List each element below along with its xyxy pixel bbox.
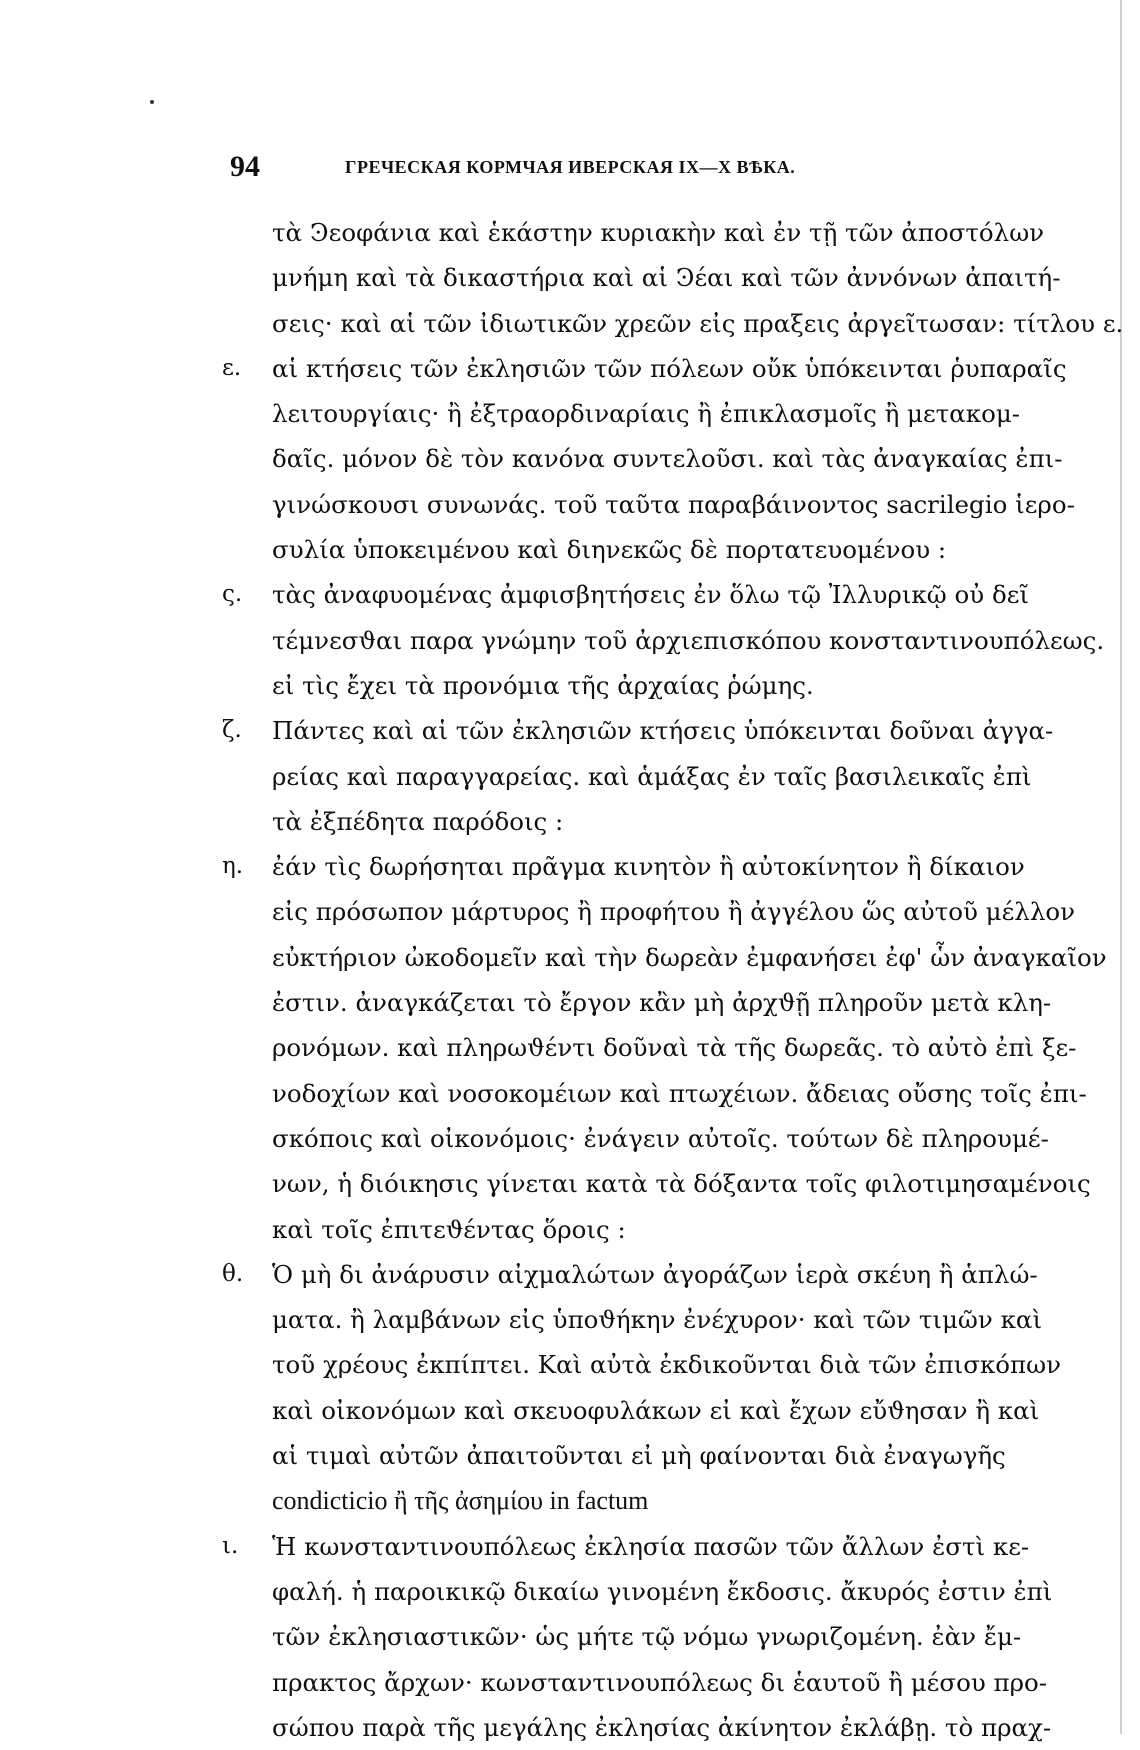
text-line [222, 346, 1067, 391]
line-text: τέμνεσϑαι παρα γνώμην τοῦ ἀρχιεπισκόπου κονσταντινουπόλεως. [272, 625, 1105, 655]
text-line [272, 663, 1042, 708]
text-line [272, 1025, 1077, 1070]
text-line [222, 844, 1042, 889]
line-text: ματα. ἢ λαμβάνων εἰς ὑποϑήκην ἐνέχυρον· καὶ τῶν τιμῶν καὶ [272, 1305, 1043, 1335]
page-number: 94 [230, 150, 260, 183]
text-line [272, 1071, 1087, 1116]
text-line [272, 301, 1124, 346]
running-title: ГРЕЧЕСКАЯ КОРМЧАЯ ИВЕРСКАЯ IX—X ВѢКА. [345, 157, 796, 177]
line-text: Ἡ κωνσταντινουπόλεως ἐκλησία πασῶν τῶν ἄλλων ἐστὶ κε- [272, 1531, 1030, 1561]
text-line [272, 889, 1075, 934]
text-line [272, 1388, 1042, 1433]
line-text: τῶν ἐκλησιαστικῶν· ὡς μήτε τῷ νόμω γνωριζομένη. ἐὰν ἔμ- [272, 1622, 1022, 1652]
text-line [272, 618, 1105, 663]
line-text: καὶ οἰκονόμων καὶ σκευοφυλάκων εἰ καὶ ἔχων εὔϑησαν ἢ καὶ [272, 1395, 1040, 1425]
line-text: δαῖς. μόνον δὲ τὸν κανόνα συντελοῦσι. καὶ τὰς ἀναγκαίας ἐπι- [272, 444, 1063, 474]
line-text: εὐκτήριον ὠκοδομεῖν καὶ τὴν δωρεὰν ἐμφανήσει ἐφ' ὧν ἀναγκαῖον [272, 942, 1107, 972]
line-text: ρονόμων. καὶ πληρωϑέντι δοῦναὶ τὰ τῆς δωρεᾶς. τὸ αὐτὸ ἐπὶ ξε- [272, 1033, 1077, 1063]
text-line [272, 1297, 1042, 1342]
text-line [272, 1433, 1042, 1478]
text-line [272, 1207, 1042, 1252]
line-text: ἐστιν. ἀναγκάζεται τὸ ἔργον κἂν μὴ ἀρχϑῇ πληροῦν μετὰ κλη- [272, 988, 1052, 1018]
text-line [272, 210, 1045, 255]
line-text: τὰ ἐξπέδητα παρόδοις : [272, 806, 564, 836]
line-text: τὰ Ͽεοφάνια καὶ ἑκάστην κυριακὴν καὶ ἐν τῇ τῶν ἀποστόλων [272, 218, 1045, 247]
text-line [272, 391, 1042, 436]
text-line [222, 708, 1054, 753]
line-text: λειτουργίαις· ἢ ἐξτραορδιναρίαις ἢ ἐπικλασμοῖς ἢ μετακομ- [272, 399, 1021, 429]
text-line [272, 1342, 1062, 1387]
line-text: Ὁ μὴ δι ἀνάρυσιν αἰχμαλώτων ἀγοράζων ἱερὰ σκέυη ἢ ἁπλώ- [272, 1259, 1038, 1289]
text-line [272, 1569, 1053, 1614]
line-text: αἱ τιμαὶ αὐτῶν ἀπαιτοῦνται εἰ μὴ φαίνονται διὰ ἐναγωγῆς [272, 1441, 1006, 1471]
line-text: εἰ τὶς ἔχει τὰ προνόμια τῆς ἀρχαίας ῥώμης. [272, 670, 814, 700]
scan-edge-line [1120, 0, 1122, 1734]
line-text: πρακτος ἄρχων· κωνσταντινουπόλεως δι ἑαυτοῦ ἢ μέσου προ- [272, 1667, 1048, 1697]
line-text: γινώσκουσι συνωνάς. τοῦ ταῦτα παραβάινοντος sacrilegio ἱερο- [272, 489, 1075, 519]
text-line [272, 799, 1042, 844]
line-text: τὰς ἀναφυομένας ἀμφισβητήσεις ἐν ὅλω τῷ Ἰλλυρικῷ οὐ δεῖ [272, 580, 1029, 610]
section-numeral: ε. [222, 354, 242, 381]
line-text: νοδοχίων καὶ νοσοκομέιων καὶ πτωχέιων. ἄδειας οὔσης τοῖς ἐπι- [272, 1078, 1087, 1108]
section-numeral: ι. [222, 1532, 239, 1559]
line-text: αἱ κτήσεις τῶν ἐκλησιῶν τῶν πόλεων οὔκ ὑπόκεινται ῥυπαραῖς [272, 353, 1067, 383]
line-text: condicticiο ἢ τῆς ἀσημίου in factum [272, 1486, 649, 1516]
text-line [272, 255, 1061, 300]
body-text [222, 210, 1124, 1750]
line-text: νων, ἡ διόικησις γίνεται κατὰ τὰ δόξαντα τοῖς φιλοτιμησαμένοις [272, 1169, 1091, 1199]
text-line [272, 1660, 1048, 1705]
section-numeral: ς. [222, 581, 243, 608]
text-line [272, 980, 1052, 1025]
text-line [272, 1116, 1049, 1161]
text-line [222, 572, 1042, 617]
line-text: τοῦ χρέους ἐκπίπτει. Καὶ αὐτὰ ἐκδικοῦνται διὰ τῶν ἐπισκόπων [272, 1350, 1062, 1380]
text-line [272, 1161, 1091, 1206]
running-head [230, 150, 1060, 190]
line-text: μνήμη καὶ τὰ δικαστήρια καὶ αἱ Ͽέαι καὶ τῶν ἀννόνων ἀπαιτή- [272, 263, 1061, 293]
section-numeral: θ. [222, 1260, 244, 1287]
text-line [222, 1252, 1042, 1297]
line-text: φαλή. ἡ παροικικῷ δικαίω γινομένη ἔκδοσις. ἄκυρός ἐστιν ἐπὶ [272, 1576, 1053, 1606]
text-line [272, 1478, 1042, 1523]
section-numeral: ζ. [222, 717, 242, 744]
text-line [272, 935, 1107, 980]
line-text: σεις· καὶ αἱ τῶν ἰδιωτικῶν χρεῶν εἰς πραξεις ἀργεῖτωσαν: τίτλου ε. [272, 308, 1124, 338]
line-text: συλία ὑποκειμένου καὶ διηνεκῶς δὲ πορτατευομένου : [272, 535, 947, 565]
scan-speck [150, 100, 154, 104]
line-text: ἐάν τὶς δωρήσηται πρᾶγμα κινητὸν ἢ αὐτοκίνητον ἢ δίκαιον [272, 852, 1025, 882]
text-line [272, 1614, 1042, 1659]
line-text: ρείας καὶ παραγγαρείας. καὶ ἁμάξας ἐν ταῖς βασιλεικαῖς ἐπὶ [272, 761, 1032, 791]
line-text: Πάντες καὶ αἱ τῶν ἐκλησιῶν κτήσεις ὑπόκεινται δοῦναι ἀγγα- [272, 716, 1054, 746]
text-line [272, 1705, 1052, 1750]
text-line [272, 527, 1042, 572]
section-numeral: η. [222, 853, 244, 880]
line-text: καὶ τοῖς ἐπιτεϑέντας ὅροις : [272, 1214, 626, 1244]
line-text: εἰς πρόσωπον μάρτυρος ἢ προφήτου ἢ ἀγγέλου ὥς αὐτοῦ μέλλον [272, 897, 1075, 927]
text-line [272, 436, 1063, 481]
text-line [222, 1524, 1042, 1569]
line-text: σώπου παρὰ τῆς μεγάλης ἐκλησίας ἀκίνητον ἐκλάβῃ. τὸ πραχ- [272, 1712, 1052, 1742]
text-line [272, 482, 1075, 527]
line-text: σκόποις καὶ οἰκονόμοις· ἐνάγειν αὐτοῖς. τούτων δὲ πληρουμέ- [272, 1123, 1049, 1153]
text-line [272, 754, 1042, 799]
